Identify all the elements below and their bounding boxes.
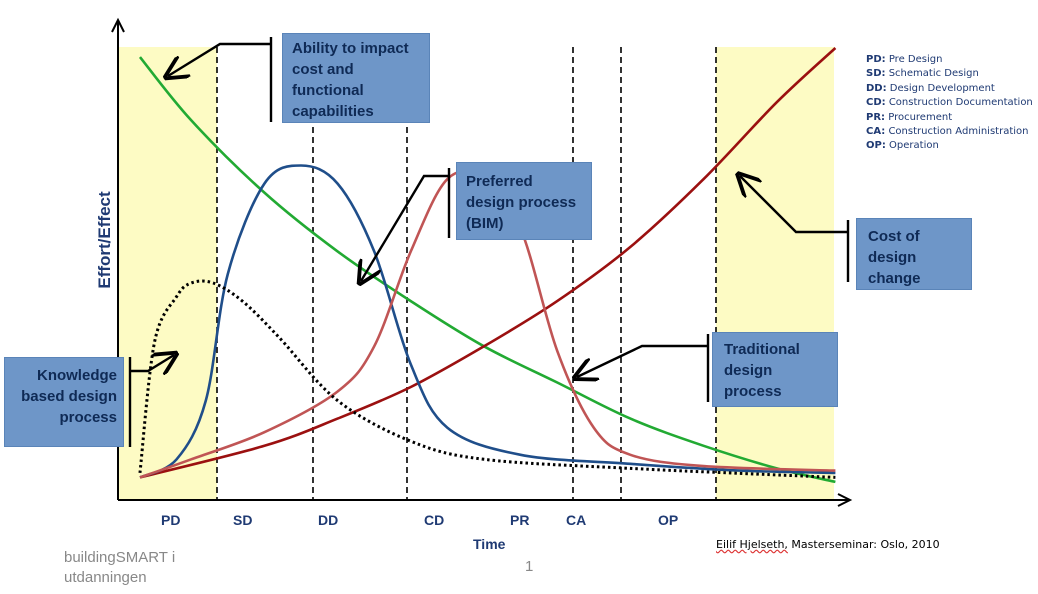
callout-ability-text: Ability to impact cost and functional capabilities [292,40,409,120]
legend-text: Procurement [888,111,953,123]
credit-rest: Masterseminar: Oslo, 2010 [787,538,940,551]
callout-knowledge-text: Knowledge based design process [21,367,117,426]
traditional-arrow [577,346,708,377]
footer-org-line2: utdanningen [64,569,147,586]
phase-label-pr: PR [510,512,530,528]
op-highlight-band [716,47,834,500]
legend-item [866,96,1033,110]
phase-label-op: OP [658,512,679,528]
callout-bim [456,162,592,240]
legend-abbr: PR: [866,111,886,123]
callout-cost-text: Cost of design change [868,228,921,287]
legend-item [866,67,1033,81]
x-axis-label: Time [473,536,506,552]
callout-ability [282,33,430,123]
phase-label-cd: CD [424,512,445,528]
legend-abbr: CA: [866,126,886,138]
callout-traditional [712,332,838,407]
legend-abbr: SD: [866,68,886,80]
legend-abbr: PD: [866,54,886,65]
legend-item [866,82,1033,96]
footer-org-line1: buildingSMART i [64,549,176,566]
legend-abbr: CD: [866,97,886,109]
footer-organization [64,548,175,588]
author-credit [716,538,940,551]
credit-author: Eilif Hjelseth, [716,538,788,551]
callout-knowledge [4,357,124,447]
phase-legend [866,53,1033,154]
callout-cost [856,218,972,290]
phase-label-sd: SD [233,512,253,528]
legend-item [866,111,1033,125]
legend-text: Design Development [889,82,995,94]
legend-item [866,139,1033,153]
legend-abbr: DD: [866,82,887,94]
legend-text: Pre Design [888,54,943,65]
legend-abbr: OP: [866,140,886,152]
pd-highlight-band [118,47,217,500]
legend-text: Construction Documentation [888,97,1033,109]
legend-text: Construction Administration [888,126,1029,138]
callout-bim-text: Preferred design process (BIM) [466,173,577,232]
phase-label-dd: DD [318,512,339,528]
phase-label-pd: PD [161,512,181,528]
page-number: 1 [525,558,534,575]
legend-text: Operation [889,140,939,152]
legend-item [866,125,1033,139]
legend-item [866,53,1033,67]
legend-text: Schematic Design [888,68,979,80]
phase-label-ca: CA [566,512,587,528]
callout-traditional-text: Traditional design process [724,341,800,400]
y-axis-label: Effort/Effect [95,191,114,289]
